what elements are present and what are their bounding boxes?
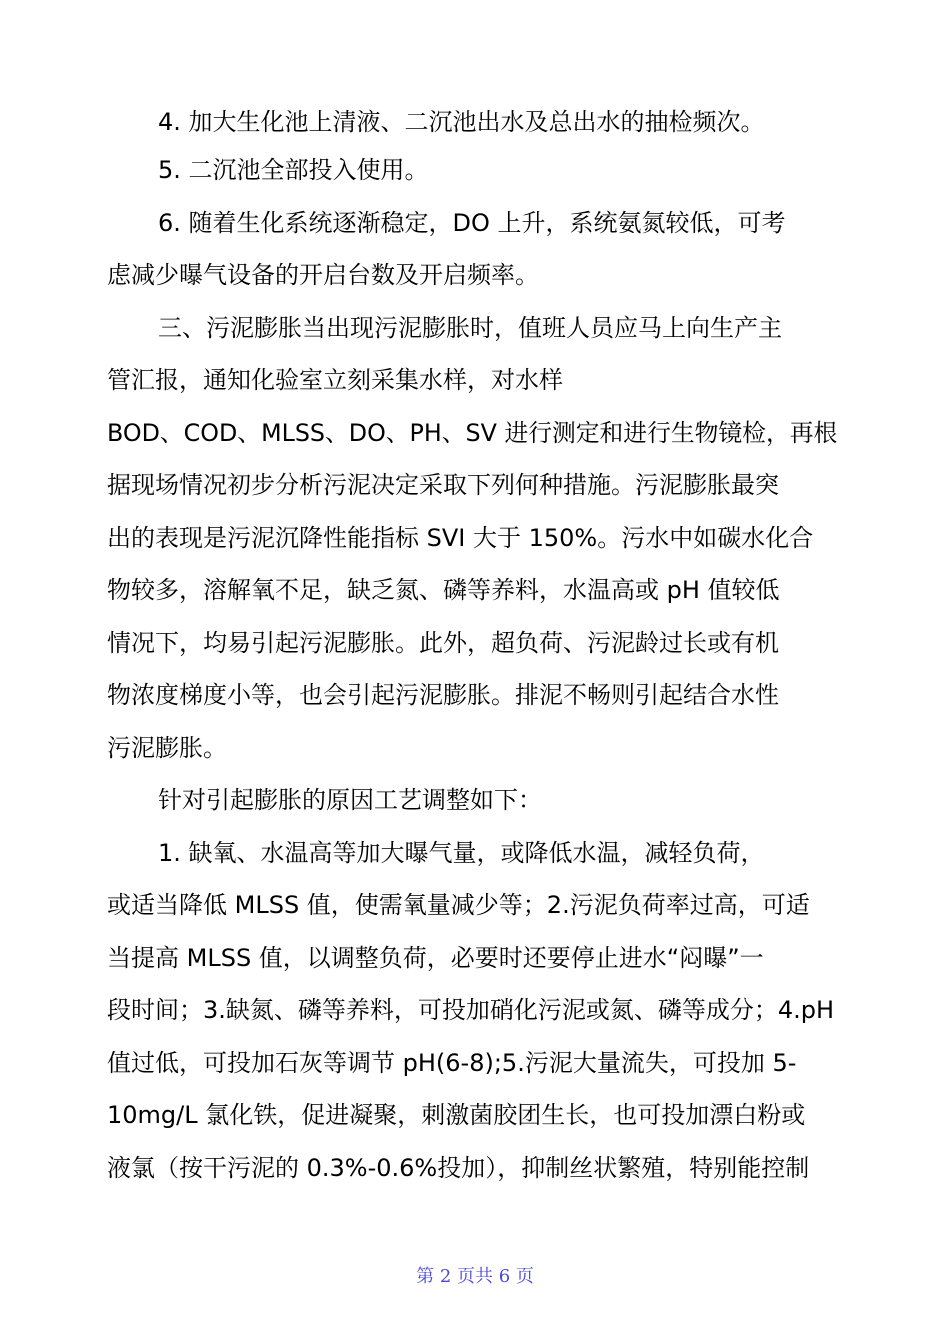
text-line: 虑减少曝气设备的开启台数及开启频率。 bbox=[107, 261, 539, 289]
text-line: 5. 二沉池全部投入使用。 bbox=[158, 156, 429, 184]
text-line: 或适当降低 MLSS 值，使需氧量减少等；2.污泥负荷率过高，可适 bbox=[107, 891, 810, 919]
text-line: 情况下，均易引起污泥膨胀。此外，超负荷、污泥龄过长或有机 bbox=[107, 629, 779, 657]
text-line: 段时间；3.缺氮、磷等养料，可投加硝化污泥或氮、磷等成分；4.pH bbox=[107, 996, 835, 1024]
text-line: 针对引起膨胀的原因工艺调整如下： bbox=[158, 786, 542, 814]
text-line: 液氯（按干污泥的 0.3%-0.6%投加），抑制丝状繁殖，特别能控制 bbox=[107, 1154, 810, 1182]
text-line: 10mg/L 氯化铁，促进凝聚，刺激菌胶团生长，也可投加漂白粉或 bbox=[107, 1101, 806, 1129]
text-line: 6. 随着生化系统逐渐稳定，DO 上升，系统氨氮较低，可考 bbox=[158, 209, 786, 237]
text-line: 4. 加大生化池上清液、二沉池出水及总出水的抽检频次。 bbox=[158, 108, 765, 136]
text-line: 据现场情况初步分析污泥决定采取下列何种措施。污泥膨胀最突 bbox=[107, 471, 779, 499]
text-line: 当提高 MLSS 值，以调整负荷，必要时还要停止进水“闷曝”一 bbox=[107, 944, 764, 972]
page-number-footer: 第 2 页共 6 页 bbox=[416, 1266, 534, 1287]
text-line: 1. 缺氧、水温高等加大曝气量，或降低水温，减轻负荷， bbox=[158, 839, 765, 867]
text-line: 物浓度梯度小等，也会引起污泥膨胀。排泥不畅则引起结合水性 bbox=[107, 681, 779, 709]
text-line: 出的表现是污泥沉降性能指标 SVI 大于 150%。污水中如碳水化合 bbox=[107, 524, 814, 552]
text-line: 物较多，溶解氧不足，缺乏氮、磷等养料，水温高或 pH 值较低 bbox=[107, 576, 780, 604]
text-line: 污泥膨胀。 bbox=[107, 734, 227, 762]
text-line: 管汇报，通知化验室立刻采集水样，对水样 bbox=[107, 366, 563, 394]
text-line: 值过低，可投加石灰等调节 pH(6-8);5.污泥大量流失，可投加 5- bbox=[107, 1049, 797, 1077]
text-line: 三、污泥膨胀当出现污泥膨胀时，值班人员应马上向生产主 bbox=[158, 314, 782, 342]
text-line: BOD、COD、MLSS、DO、PH、SV 进行测定和进行生物镜检，再根 bbox=[107, 419, 838, 447]
